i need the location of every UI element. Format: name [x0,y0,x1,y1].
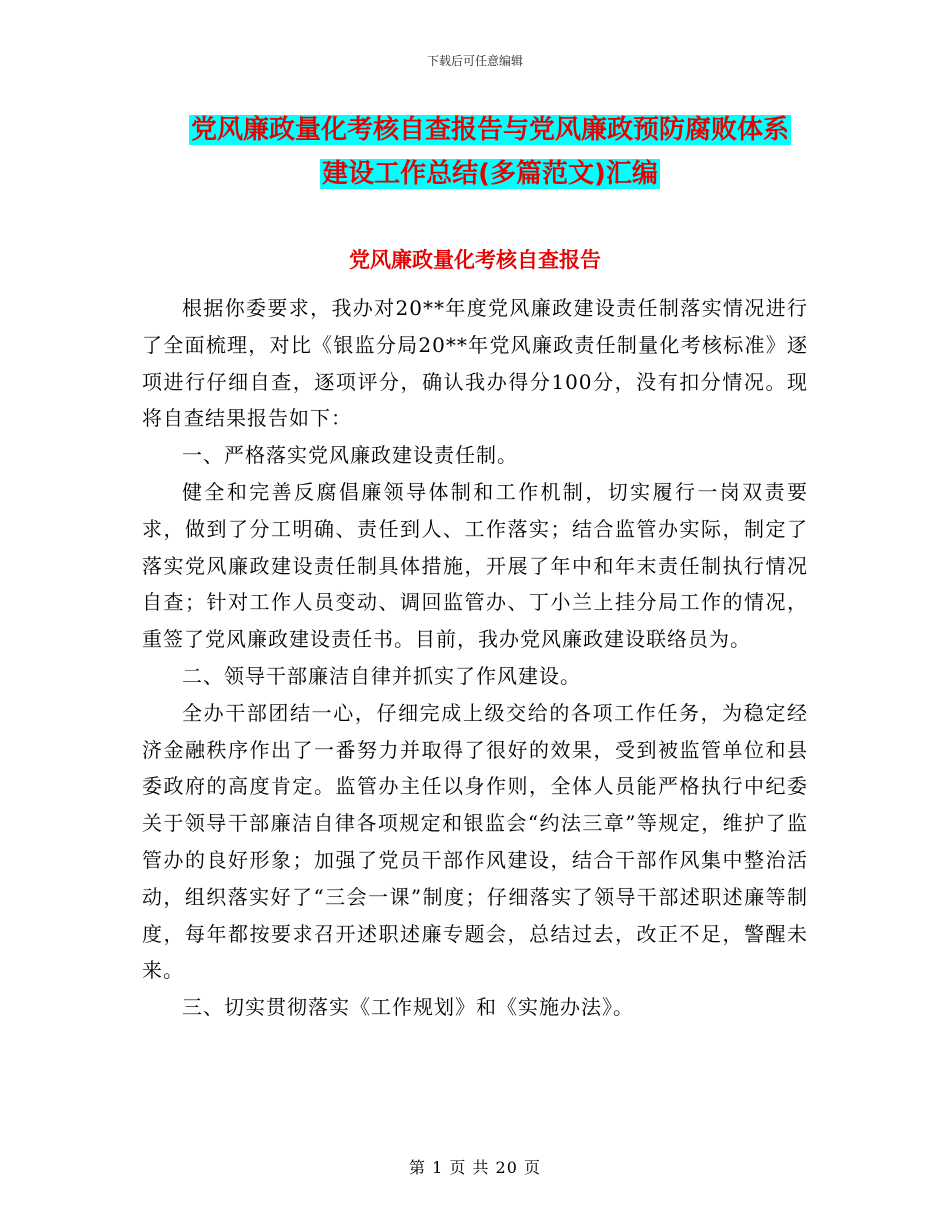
document-title-line-1-text: 党风廉政量化考核自查报告与党风廉政预防腐败体系 [190,115,789,145]
document-body [142,290,808,1026]
paragraph: 二、领导干部廉洁自律并抓实了作风建设。 [182,663,581,688]
section-title: 党风廉政量化考核自查报告 [349,248,601,272]
document-title-line-2-text: 建设工作总结(多篇范文)汇编 [322,159,658,189]
paragraph: 根据你委要求，我办对20**年度党风廉政建设责任制落实情况进行了全面梳理，对比《银监分局20**年党风廉政责任制量化考核标准》逐项进行仔细自查，逐项评分，确认我办得分100分，没有扣分情况。现将自查结果报告如下： [142,296,808,431]
paragraph: 全办干部团结一心，仔细完成上级交给的各项工作任务，为稳定经济金融秩序作出了一番努力并取得了很好的效果，受到被监管单位和县委政府的高度肯定。监管办主任以身作则，全体人员能严格执行中纪委关于领导干部廉洁自律各项规定和银监会“约法三章”等规定，维护了监管办的良好形象；加强了党员干部作风建设，结合干部作风集中整治活动，组织落实好了“三会一课”制度；仔细落实了领导干部述职述廉等制度，每年都按要求召开述职述廉专题会，总结过去，改正不足，警醒未来。 [142,700,808,983]
paragraph: 一、严格落实党风廉政建设责任制。 [182,443,518,468]
page-footer: 第 1 页 共 20 页 [409,1158,541,1177]
paragraph: 健全和完善反腐倡廉领导体制和工作机制，切实履行一岗双责要求，做到了分工明确、责任到人、工作落实；结合监管办实际，制定了落实党风廉政建设责任制具体措施，开展了年中和年末责任制执行情况自查；针对工作人员变动、调回监管办、丁小兰上挂分局工作的情况，重签了党风廉政建设责任书。目前，我办党风廉政建设联络员为。 [142,479,808,652]
paragraph: 三、切实贯彻落实《工作规划》和《实施办法》。 [182,995,634,1020]
document-title-line-2 [140,152,840,196]
page-header-note: 下载后可任意编辑 [426,54,523,68]
document-title-line-1 [140,108,840,152]
